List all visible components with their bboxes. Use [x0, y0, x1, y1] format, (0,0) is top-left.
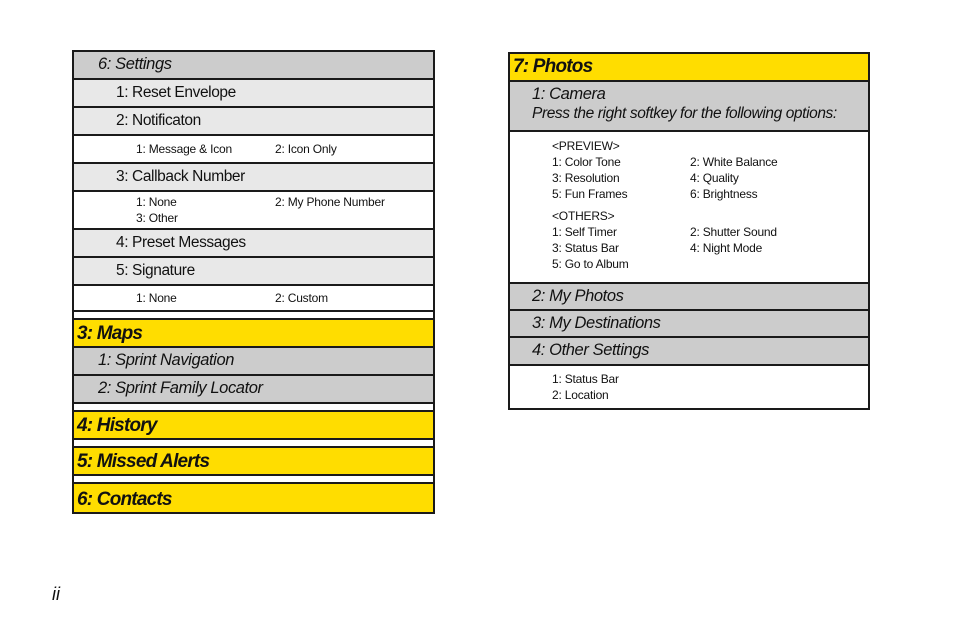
menu-item-callback-number[interactable]: [74, 164, 433, 192]
option-text: 2: Icon Only: [275, 142, 337, 156]
option-text: 1: None: [136, 291, 177, 305]
option-text: 1: None: [136, 195, 177, 209]
menu-item-notification[interactable]: [74, 108, 433, 136]
option-text: 1: Color Tone: [552, 155, 621, 169]
option-text: 2: Location: [552, 388, 609, 402]
option-text: 1: Message & Icon: [136, 142, 232, 156]
menu-item-label: 3: My Destinations: [532, 314, 661, 332]
menu-item-label: 1: Camera: [532, 85, 606, 103]
menu-header-label: 6: Contacts: [77, 489, 172, 510]
option-text: 2: Shutter Sound: [690, 225, 777, 239]
option-text: 6: Brightness: [690, 187, 758, 201]
menu-item-label: 2: Sprint Family Locator: [98, 379, 263, 397]
menu-item-label: 2: Notificaton: [116, 112, 201, 129]
signature-options: [74, 286, 433, 312]
menu-header-label: 3: Maps: [77, 323, 143, 344]
menu-item-label: 5: Signature: [116, 262, 195, 279]
notification-options: [74, 136, 433, 164]
option-text: 1: Self Timer: [552, 225, 617, 239]
option-text: 5: Fun Frames: [552, 187, 628, 201]
menu-item-label: 4: Other Settings: [532, 341, 650, 359]
menu-header-missed-alerts[interactable]: [74, 448, 433, 476]
menu-item-label: 3: Callback Number: [116, 168, 245, 185]
menu-item-label: 1: Sprint Navigation: [98, 351, 234, 369]
menu-item-label: 6: Settings: [98, 55, 172, 73]
menu-item-label: 2: My Photos: [532, 287, 624, 305]
menu-item-settings[interactable]: [74, 52, 433, 80]
option-text: 4: Night Mode: [690, 241, 763, 255]
option-text: 3: Status Bar: [552, 241, 619, 255]
callback-options: [74, 192, 433, 230]
menu-header-label: 7: Photos: [513, 56, 593, 77]
menu-header-contacts[interactable]: [74, 484, 433, 512]
menu-header-photos[interactable]: [510, 54, 868, 82]
option-text: 3: Resolution: [552, 171, 620, 185]
menu-panel-right: [508, 52, 870, 410]
menu-item-reset-envelope[interactable]: [74, 80, 433, 108]
camera-options: [510, 132, 868, 284]
option-text: 2: My Phone Number: [275, 195, 385, 209]
menu-item-signature[interactable]: [74, 258, 433, 286]
menu-panel-left: [72, 50, 435, 514]
menu-item-preset-messages[interactable]: [74, 230, 433, 258]
menu-header-history[interactable]: [74, 412, 433, 440]
menu-item-sprint-navigation[interactable]: [74, 348, 433, 376]
spacer: [74, 404, 433, 412]
spacer: [74, 312, 433, 320]
section-label: <PREVIEW>: [552, 139, 620, 153]
spacer: [74, 476, 433, 484]
menu-item-my-photos[interactable]: [510, 284, 868, 311]
menu-item-my-destinations[interactable]: [510, 311, 868, 338]
menu-item-label: 4: Preset Messages: [116, 234, 246, 251]
page-number: ii: [52, 584, 60, 604]
option-text: 1: Status Bar: [552, 372, 619, 386]
menu-item-sprint-family-locator[interactable]: [74, 376, 433, 404]
menu-item-label: 1: Reset Envelope: [116, 84, 236, 101]
menu-header-label: 5: Missed Alerts: [77, 451, 210, 472]
menu-header-maps[interactable]: [74, 320, 433, 348]
menu-item-other-settings[interactable]: [510, 338, 868, 366]
option-text: 2: Custom: [275, 291, 328, 305]
spacer: [74, 440, 433, 448]
option-text: 5: Go to Album: [552, 257, 629, 271]
section-label: <OTHERS>: [552, 209, 615, 223]
option-text: 3: Other: [136, 211, 178, 225]
option-text: 2: White Balance: [690, 155, 778, 169]
option-text: 4: Quality: [690, 171, 739, 185]
menu-item-camera[interactable]: [510, 82, 868, 132]
menu-header-label: 4: History: [77, 415, 157, 436]
menu-item-subtitle: Press the right softkey for the following options:: [532, 105, 837, 122]
other-settings-options: [510, 366, 868, 408]
